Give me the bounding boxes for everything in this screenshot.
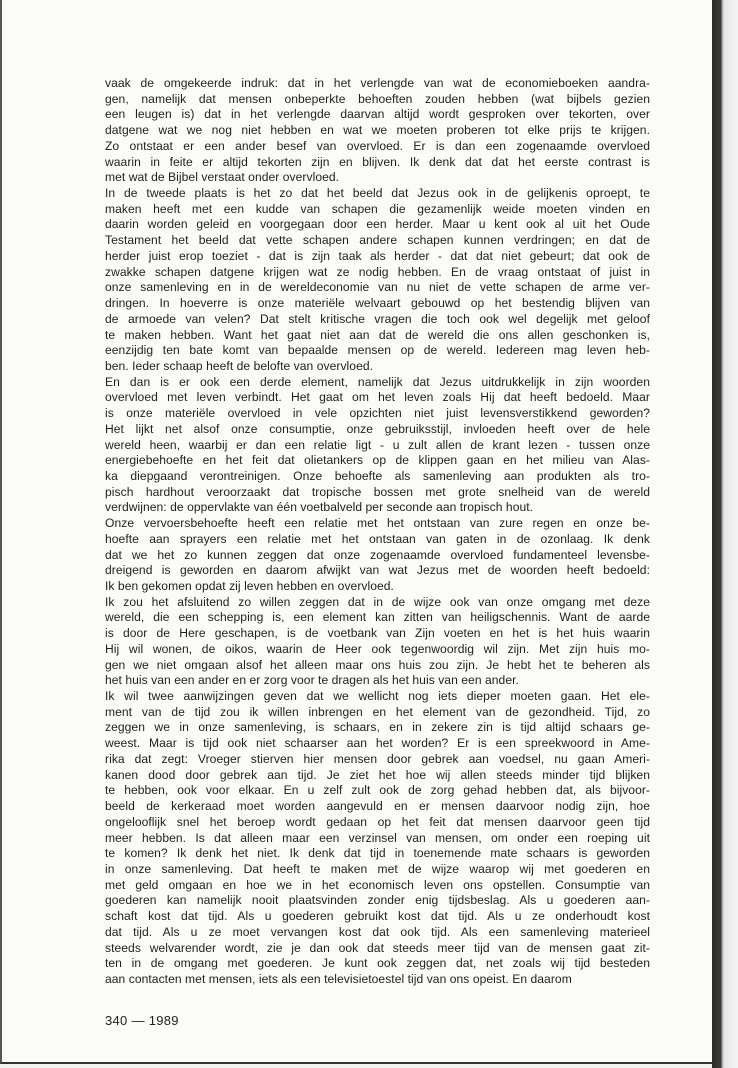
text-line: overvloed met leven verbindt. Het gaat om het leven zoals Hij dat heeft bedoeld. Maar — [105, 390, 650, 405]
text-line: vaak de omgekeerde indruk: dat in het verlengde van wat de economieboeken aandra- — [105, 76, 650, 90]
text-line: daarin worden geleid en voorgegaan door een herder. Maar u kent ook al uit het Oude — [105, 217, 650, 232]
text-line: Testament het beeld dat vette schapen andere schapen kunnen verdringen; en dat de — [105, 233, 650, 248]
text-line: aan contacten met mensen, iets als een televisietoestel tijd van ons opeist. En daarom — [105, 971, 572, 986]
text-line: met geld omgaan en hoe we in het economisch leven ons opstellen. Consumptie van — [105, 877, 650, 892]
text-line: is door de Here geschapen, is de voetbank van Zijn voeten en het is het huis waarin — [105, 626, 650, 641]
text-line: kanen dood door gebrek aan tijd. Je ziet het hoe wij allen steeds minder tijd blijken — [105, 767, 650, 782]
paragraph — [105, 516, 650, 595]
text-line: wereld, die een schepping is, een element kan zitten van heiligschennis. Want de aarde — [105, 610, 650, 625]
text-line: dat tijd. Als u ze moet vervangen kost dat ook tijd. Als een samenleving materieel — [105, 924, 650, 939]
text-line: is onze materiële overvloed in vele opzichten niet juist levensverstikkend geworden? — [105, 406, 650, 421]
text-line: te komen? Ik denk het niet. Ik denk dat tijd in toenemende mate schaars is geworden — [105, 846, 650, 861]
paragraph — [105, 186, 650, 375]
text-line: zeggen we in onze samenleving, is schaars, en in zekere zin is tijd altijd schaars ge- — [105, 720, 650, 735]
text-line: dringen. In hoeverre is onze materiële welvaart gebouwd op het bestendig blijven van — [105, 296, 650, 311]
text-line: beeld de kerkeraad moet worden aangevuld en er mensen daarvoor nodig zijn, hoe — [105, 799, 650, 814]
body-text — [105, 76, 650, 988]
text-line: met wat de Bijbel verstaat onder overvloed. — [105, 170, 340, 185]
text-line: In de tweede plaats is het zo dat het beeld dat Jezus ook in de gelijkenis oproept, te — [105, 186, 650, 201]
text-line: En dan is er ook een derde element, namelijk dat Jezus uitdrukkelijk in zijn woorden — [105, 374, 650, 389]
page-footer: 340 — 1989 — [105, 1013, 179, 1028]
text-line: Hij wil wonen, de oikos, waarin de Heer ook tegenwoordig wil zijn. Met zijn huis mo- — [105, 641, 650, 656]
text-line: dreigend is geworden en daarom afwijkt van wat Jezus met de woorden heeft bedoeld: — [105, 563, 650, 578]
text-line: te hebben, ook voor elkaar. En u zelf zult ook de zorg gehad hebben dat, als bijvoor- — [105, 783, 650, 798]
page-edge — [712, 0, 738, 1068]
text-line: te maken hebben. Want het gaat niet aan dat de wereld die ons allen geschonken is, — [105, 327, 650, 342]
text-line: weest. Maar is tijd ook niet schaarser aan het worden? Er is een spreekwoord in Ame- — [105, 736, 650, 751]
text-line: zwakke schapen datgene krijgen wat ze nodig hebben. En de vraag ontstaat of juist in — [105, 264, 650, 279]
text-line: ka diepgaand verontreinigen. Onze behoefte als samenleving aan produkten als tro- — [105, 468, 650, 483]
text-line: Het lijkt net alsof onze consumptie, onze gebruiksstijl, invloeden heeft over de hele — [105, 421, 650, 436]
text-line: gen, namelijk dat mensen onbeperkte behoeften zouden hebben (wat bijbels gezien — [105, 91, 650, 106]
text-line: verdwijnen: de oppervlakte van één voetbalveld per seconde aan tropisch hout. — [105, 500, 534, 515]
text-line: in onze samenleving. Dat heeft te maken met de wijze waarop wij met goederen en — [105, 861, 650, 876]
text-line: pisch hardhout veroorzaakt dat tropische bossen met grote snelheid van de wereld — [105, 484, 650, 499]
text-line: een leugen is) dat in het verlengde daarvan altijd wordt gesproken over tekorten, over — [105, 107, 650, 122]
text-line: ben. Ieder schaap heeft de belofte van overvloed. — [105, 358, 374, 373]
text-line: onze samenleving en in de wereldeconomie van nu niet de vette schapen de arme ver- — [105, 280, 650, 295]
text-line: het huis van een ander en er zorg voor te dragen als het huis van een ander. — [105, 673, 519, 688]
text-line: Onze vervoersbehoefte heeft een relatie met het ontstaan van zure regen en onze be- — [105, 516, 650, 531]
text-line: dat we het zo kunnen zeggen dat onze zogenaamde overvloed fundamenteel levensbe- — [105, 547, 650, 562]
text-line: wereld heen, waarbij er dan een relatie ligt - u zult allen de krant lezen - tussen onze — [105, 437, 650, 452]
paragraph — [105, 595, 650, 689]
text-line: eenzijdig ten bate komt van bepaalde mensen op de wereld. Iedereen mag leven heb- — [105, 343, 650, 358]
text-line: datgene wat we nog niet hebben en wat we moeten proberen tot elke prijs te krijgen. — [105, 123, 650, 138]
text-line: Ik ben gekomen opdat zij leven hebben en overvloed. — [105, 579, 394, 593]
text-line: hoefte aan sprayers een relatie met het ontstaan van gaten in de ozonlaag. Ik denk — [105, 531, 650, 546]
text-line: goederen kan namelijk nooit plaatsvinden zonder enig tijdsbeslag. Als u goederen aan- — [105, 893, 650, 908]
text-line: steeds welvarender wordt, zie je dan ook dat steeds meer tijd van de mensen gaat zit- — [105, 940, 650, 955]
paragraph — [105, 76, 650, 186]
text-line: maken heeft met een kudde van schapen die gezamenlijk weide moeten vinden en — [105, 201, 650, 216]
text-line: gen we niet omgaan alsof het alleen maar ons huis zou zijn. Je hebt het te beheren als — [105, 657, 650, 672]
text-line: ongelooflijk snel het beroep wordt gedaan op het feit dat mensen daarvoor geen tijd — [105, 814, 650, 829]
text-line: ten in de omgang met goederen. Je kunt ook zeggen dat, net zoals wij tijd besteden — [105, 956, 650, 971]
text-line: waarin in feite er altijd tekorten zijn en blijven. Ik denk dat dat het eerste contrast is — [105, 154, 650, 169]
paragraph — [105, 689, 650, 988]
text-line: rika dat zegt: Vroeger stierven hier mensen door gebrek aan voedsel, nu gaan Ameri- — [105, 751, 650, 766]
text-line: schaft kost dat tijd. Als u goederen gebruikt kost dat tijd. Als u ze onderhoudt kost — [105, 909, 650, 924]
paragraph — [105, 375, 650, 516]
text-line: herder juist erop toeziet - dat is zijn taak als herder - dat dat niet gebeurt; dat ook de — [105, 248, 650, 263]
text-line: Ik zou het afsluitend zo willen zeggen dat in de wijze ook van onze omgang met deze — [105, 594, 650, 609]
text-line: de armoede van velen? Dat stelt kritische vragen die toch ook wel degelijk met geloof — [105, 311, 650, 326]
text-line: energiebehoefte en het feit dat olietankers op de klippen gaan en het milieu van Alas- — [105, 453, 650, 468]
text-line: meer hebben. Is dat alleen maar een verzinsel van mensen, om onder een roeping uit — [105, 830, 650, 845]
text-line: ment van de tijd zou ik willen inbrengen en het element van de gezondheid. Tijd, zo — [105, 704, 650, 719]
text-line: Zo ontstaat er een ander besef van overvloed. Er is dan een zogenaamde overvloed — [105, 138, 650, 153]
text-line: Ik wil twee aanwijzingen geven dat we wellicht nog iets dieper moeten gaan. Het ele- — [105, 689, 650, 704]
